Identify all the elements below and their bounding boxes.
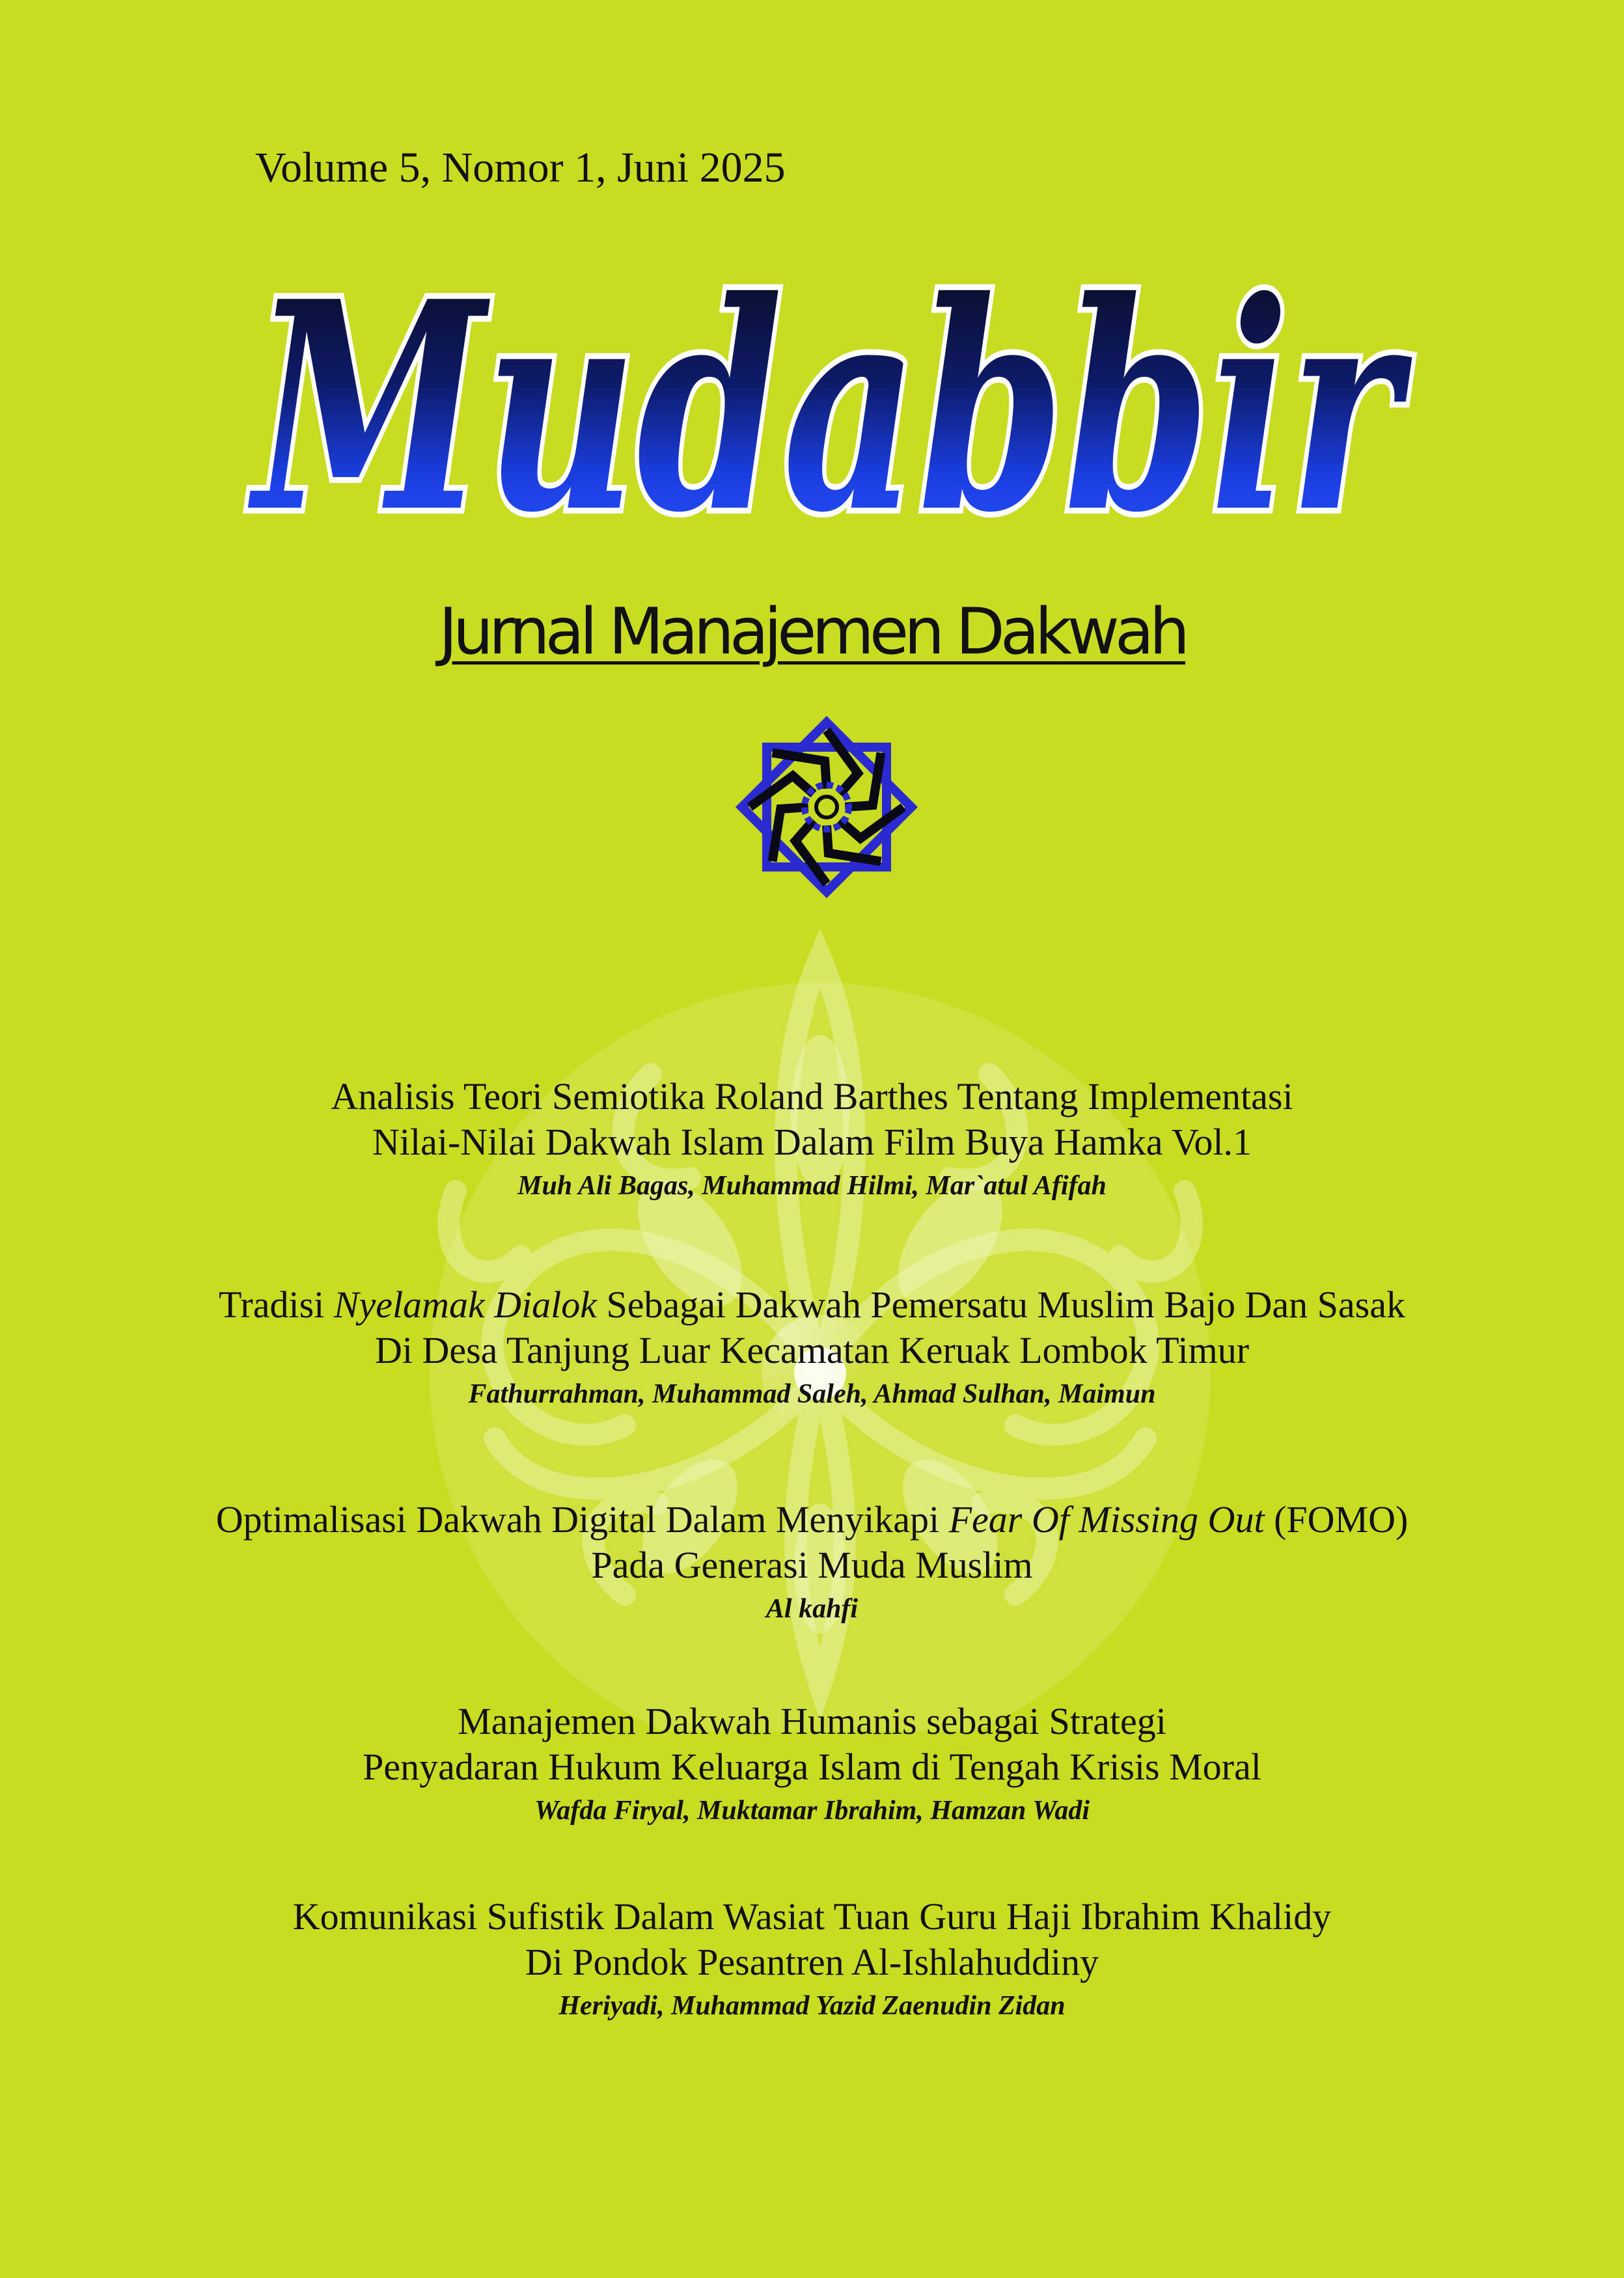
article-entry (0, 1699, 1624, 1830)
title-italic: Nyelamak Dialok (333, 1283, 598, 1326)
article-title-line: Penyadaran Hukum Keluarga Islam di Tengah Krisis Moral (363, 1746, 1261, 1788)
article-title-line: Pada Generasi Muda Muslim (591, 1544, 1033, 1586)
article-title-line: Komunikasi Sufistik Dalam Wasiat Tuan Guru Haji Ibrahim Khalidy (292, 1895, 1332, 1938)
star-emblem-icon (729, 709, 924, 905)
volume-issue: Volume 5, Nomor 1, Juni 2025 (255, 144, 786, 191)
article-title-line (0, 1282, 1624, 1328)
title-italic: Fear Of Missing Out (948, 1498, 1265, 1541)
article-entry (0, 1074, 1624, 1205)
article-entry (0, 1282, 1624, 1414)
journal-title-logo (215, 241, 1438, 579)
article-title-line: Analisis Teori Semiotika Roland Barthes Tentang Implementasi (331, 1075, 1293, 1118)
article-title-line: Nilai-Nilai Dakwah Islam Dalam Film Buya Hamka Vol.1 (372, 1121, 1252, 1163)
article-authors: Wafda Firyal, Muktamar Ibrahim, Hamzan Wadi (534, 1796, 1090, 1826)
article-authors: Al kahfi (765, 1594, 859, 1624)
article-authors: Heriyadi, Muhammad Yazid Zaenudin Zidan (558, 1991, 1066, 2021)
title-text: Tradisi (219, 1283, 334, 1326)
article-entry (0, 1497, 1624, 1628)
article-entry (0, 1894, 1624, 2025)
article-authors: Muh Ali Bagas, Muhammad Hilmi, Mar`atul Afifah (517, 1171, 1107, 1201)
title-text: Sebagai Dakwah Pemersatu Muslim Bajo Dan Sasak (597, 1283, 1405, 1326)
title-text: (FOMO) (1264, 1498, 1409, 1541)
article-title-line (0, 1497, 1624, 1543)
journal-subtitle: Jurnal Manajemen Dakwah (438, 595, 1186, 669)
title-text: Optimalisasi Dakwah Digital Dalam Menyikapi (215, 1498, 949, 1541)
article-title-line: Di Desa Tanjung Luar Kecamatan Keruak Lombok Timur (374, 1329, 1250, 1371)
journal-title: Mudabbir (247, 241, 1414, 575)
article-title-line: Manajemen Dakwah Humanis sebagai Strategi (458, 1700, 1166, 1742)
article-title-line: Di Pondok Pesantren Al-Ishlahuddiny (525, 1941, 1099, 1983)
article-authors: Fathurrahman, Muhammad Saleh, Ahmad Sulhan, Maimun (468, 1379, 1156, 1409)
